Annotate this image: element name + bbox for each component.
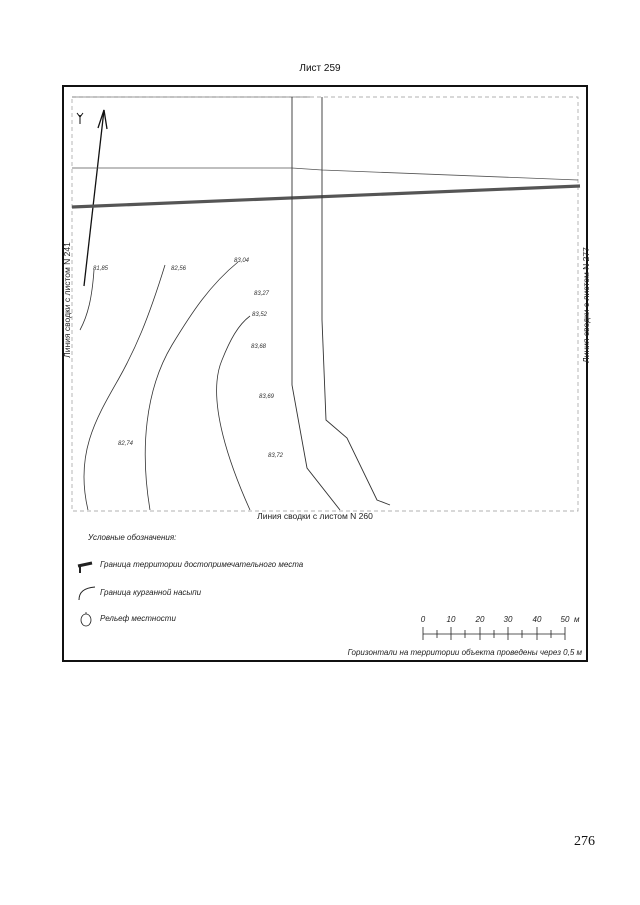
contour-label: 83,69 [259, 394, 275, 400]
contour-label: 83,72 [268, 453, 284, 459]
sheet-title: Лист 259 [299, 63, 341, 74]
scale-tick-label: 20 [475, 615, 485, 624]
legend-item-label: Рельеф местности [100, 614, 176, 623]
legend-item-label: Граница территории достопримечательного места [100, 560, 304, 569]
right-edge-label: Линия сводки с листом N 277 [581, 247, 591, 363]
road-corridor [292, 97, 390, 510]
north-arrow-icon [77, 110, 107, 286]
inner-dashed-border [72, 97, 578, 511]
left-edge-label: Линия сводки с листом N 241 [62, 242, 72, 358]
scale-tick-label: 30 [503, 615, 513, 624]
boundary-line-icon [78, 563, 92, 573]
road-line [72, 168, 578, 180]
scale-tick-label: 50 [560, 615, 570, 624]
contour-line [80, 270, 94, 330]
contour-line [145, 262, 238, 510]
contour-line [217, 316, 250, 510]
contour-label: 83,04 [234, 258, 250, 264]
contour-label: 82,56 [171, 266, 187, 272]
contour-label: 83,52 [252, 312, 268, 318]
territory-boundary [72, 186, 580, 207]
contour-lines [80, 262, 250, 510]
bottom-edge-label: Линия сводки с листом N 260 [257, 511, 373, 521]
contour-label: 82,74 [118, 441, 134, 447]
legend-item-label: Граница курганной насыпи [100, 588, 202, 597]
relief-icon [81, 612, 91, 626]
scale-unit: м [574, 615, 580, 624]
page-number: 276 [574, 834, 595, 849]
mound-arc-icon [79, 587, 95, 600]
scale-tick-label: 40 [532, 615, 542, 624]
contour-label: 83,27 [254, 291, 270, 297]
contour-label: 81,85 [93, 266, 109, 272]
scale-bar [423, 627, 565, 640]
contour-note: Горизонтали на территории объекта проведены через 0,5 м [347, 648, 582, 657]
legend-title: Условные обозначения: [88, 533, 177, 542]
scale-tick-label: 0 [420, 615, 426, 624]
scale-tick-label: 10 [446, 615, 456, 624]
contour-line [84, 265, 165, 510]
contour-label: 83,68 [251, 344, 267, 350]
